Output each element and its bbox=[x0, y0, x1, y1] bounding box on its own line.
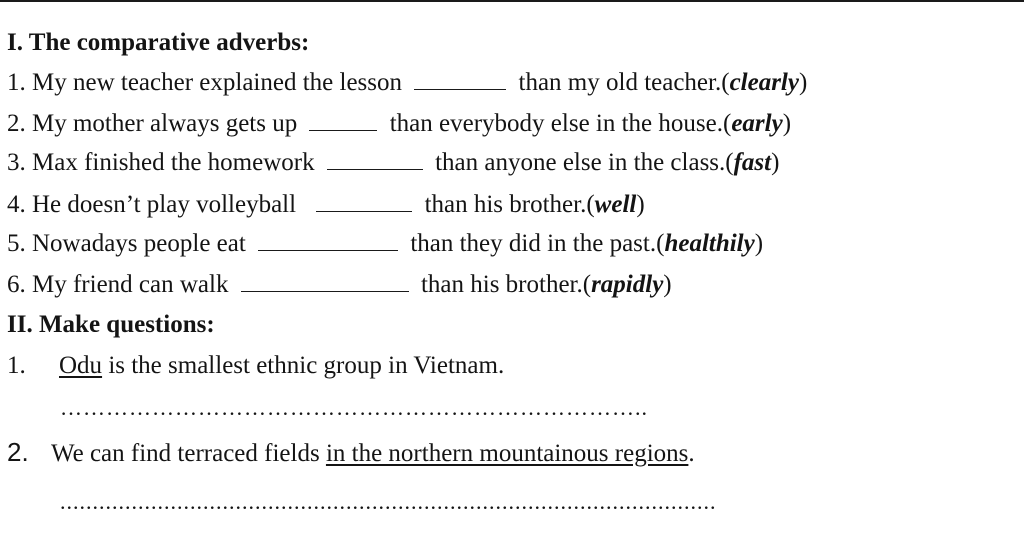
hint-close: ) bbox=[771, 149, 780, 176]
exercise-1-item-2 bbox=[7, 109, 791, 139]
item-number: 2. bbox=[7, 110, 26, 137]
underlined-focus: Odu bbox=[59, 352, 103, 379]
section-1-heading: I. The comparative adverbs: bbox=[7, 29, 310, 56]
answer-line-2[interactable]: ..................................................................................................... bbox=[60, 490, 717, 514]
item-text-before: My mother always gets up bbox=[32, 110, 298, 137]
item-text-before: Max finished the homework bbox=[32, 149, 315, 176]
exercise-1-item-4 bbox=[7, 190, 645, 220]
hint-close: ) bbox=[636, 191, 645, 218]
item-text-before: My new teacher explained the lesson bbox=[32, 69, 403, 96]
section-2-heading: II. Make questions: bbox=[7, 311, 215, 338]
exercise-1-item-5 bbox=[7, 229, 763, 259]
hint-word: well bbox=[594, 191, 637, 218]
answer-blank-2[interactable] bbox=[309, 110, 377, 131]
item-text-after: than everybody else in the house.( bbox=[389, 110, 732, 137]
answer-line-1[interactable]: ………………………………………………………………….. bbox=[60, 396, 648, 420]
hint-close: ) bbox=[782, 110, 792, 137]
exercise-2-item-1 bbox=[7, 351, 504, 381]
item-text-after: than his brother.( bbox=[424, 191, 595, 218]
item-number: 2. bbox=[7, 437, 29, 467]
exercise-1-item-3 bbox=[7, 148, 779, 178]
item-text-before: He doesn’t play volleyball bbox=[32, 191, 297, 218]
item-number: 6. bbox=[7, 271, 26, 298]
hint-word: rapidly bbox=[591, 271, 664, 298]
exercise-2-item-2 bbox=[7, 437, 695, 469]
item-text-suffix: . bbox=[688, 440, 695, 467]
answer-blank-4[interactable] bbox=[316, 191, 412, 212]
item-number: 3. bbox=[7, 149, 26, 176]
item-text-prefix: We can find terraced fields bbox=[51, 440, 326, 467]
item-number: 5. bbox=[7, 230, 26, 257]
underlined-focus: in the northern mountainous regions bbox=[325, 440, 689, 467]
item-text-after: than they did in the past.( bbox=[410, 230, 665, 257]
hint-word: healthily bbox=[664, 230, 755, 257]
hint-word: early bbox=[731, 110, 783, 137]
hint-close: ) bbox=[663, 271, 672, 298]
item-number: 4. bbox=[7, 191, 26, 218]
item-text-after: than my old teacher.( bbox=[518, 69, 730, 96]
item-text-after: than anyone else in the class.( bbox=[435, 149, 734, 176]
item-text-before: My friend can walk bbox=[32, 271, 229, 298]
hint-word: fast bbox=[733, 149, 772, 176]
item-number: 1. bbox=[7, 69, 26, 96]
exercise-1-item-6 bbox=[7, 270, 672, 300]
answer-blank-3[interactable] bbox=[327, 149, 423, 170]
item-text: is the smallest ethnic group in Vietnam. bbox=[102, 352, 505, 379]
answer-blank-5[interactable] bbox=[258, 230, 398, 251]
answer-blank-6[interactable] bbox=[241, 271, 409, 292]
item-text-before: Nowadays people eat bbox=[32, 230, 246, 257]
top-border bbox=[0, 0, 1024, 2]
item-text-after: than his brother.( bbox=[420, 271, 592, 298]
hint-close: ) bbox=[798, 69, 808, 96]
exercise-1-item-1 bbox=[7, 68, 807, 98]
hint-close: ) bbox=[754, 230, 764, 257]
hint-word: clearly bbox=[729, 69, 799, 96]
item-number: 1. bbox=[7, 352, 26, 379]
answer-blank-1[interactable] bbox=[414, 69, 506, 90]
